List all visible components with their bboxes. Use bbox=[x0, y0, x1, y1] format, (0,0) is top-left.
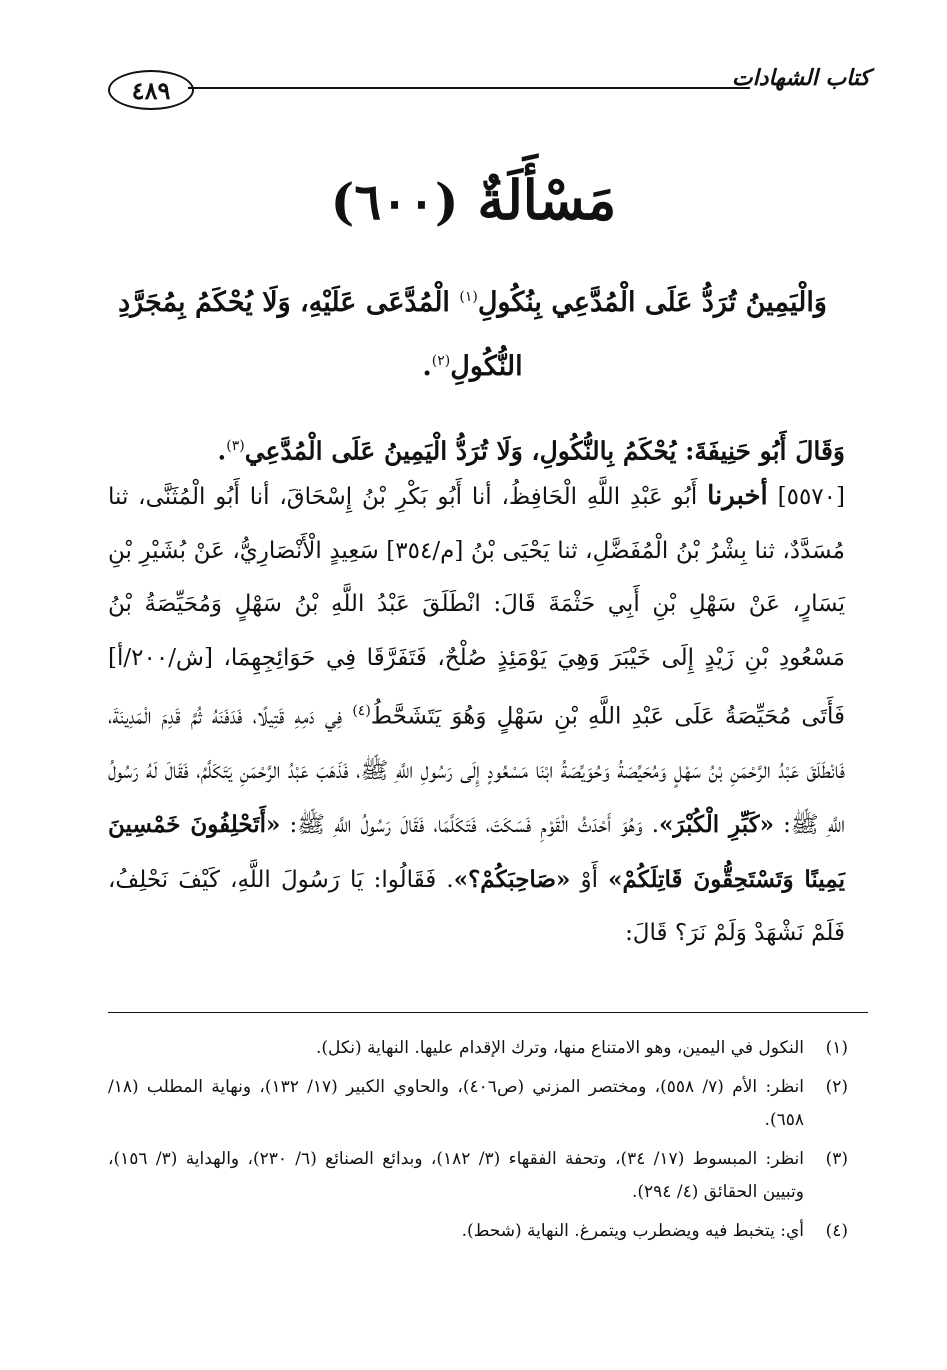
opinion-text: وَقَالَ أَبُو حَنِيفَةَ: يُحْكَمُ بِالنُّكُولِ، وَلَا تُرَدُّ الْيَمِينُ عَلَى الْمُدَّعِي bbox=[244, 436, 845, 466]
footnote-number: (٣) bbox=[825, 1149, 848, 1169]
footnote-ref-4[interactable]: (٤) bbox=[352, 703, 371, 720]
hadith-part4: أَوْ bbox=[570, 866, 609, 893]
footnote-item bbox=[108, 1071, 848, 1137]
footnotes bbox=[108, 1032, 848, 1254]
book-title: كتاب الشهادات bbox=[731, 65, 870, 91]
hadith-quote-3: «صَاحِبَكُمْ؟» bbox=[453, 865, 571, 893]
footnote-number: (١) bbox=[825, 1038, 848, 1058]
footnote-text: انظر: الأم (٧/ ٥٥٨)، ومختصر المزني (ص٤٠٦)، والحاوي الكبير (١٧/ ١٣٢)، ونهاية المطلب (١٨/ ٦٥٨). bbox=[108, 1077, 804, 1130]
hadith-part5: . فَقَالُوا: يَا رَسُولَ اللَّهِ، كَيْفَ نَحْلِفُ، فَلَمْ نَشْهَدْ وَلَمْ نَرَ؟ قَالَ: bbox=[108, 866, 845, 947]
footnote-number: (٢) bbox=[825, 1077, 848, 1097]
issue-title bbox=[0, 168, 947, 232]
issue-statement bbox=[100, 268, 845, 396]
footnote-item bbox=[108, 1143, 848, 1209]
page-number: ٤٨٩ bbox=[108, 70, 194, 110]
abu-hanifa-opinion bbox=[108, 420, 845, 477]
opinion-end: . bbox=[217, 436, 227, 466]
statement-part2: الْمُدَّعَى عَلَيْهِ، وَلَا يُحْكَمُ بِمُجَرَّدِ النُّكُولِ bbox=[118, 287, 523, 382]
footnote-item bbox=[108, 1215, 848, 1248]
footnote-text: النكول في اليمين، وهو الامتناع منها، وترك الإقدام عليها. النهاية (نكل). bbox=[315, 1038, 804, 1058]
issue-number: (٦٠٠) bbox=[330, 172, 459, 231]
hadith-text bbox=[108, 470, 845, 961]
footnote-text: أي: يتخبط فيه ويضطرب ويتمرغ. النهاية (شحط). bbox=[461, 1221, 804, 1241]
hadith-quote-1: «كَبِّرِ الْكُبْرَ» bbox=[659, 811, 774, 839]
hadith-quote-2: «أَتَحْلِفُونَ خَمْسِينَ يَمِينًا وَتَسْتَحِقُّونَ قَاتِلَكُمْ» bbox=[108, 811, 845, 893]
footnote-text: انظر: المبسوط (١٧/ ٣٤)، وتحفة الفقهاء (٣/ ١٨٢)، وبدائع الصنائع (٦/ ٢٣٠)، والهداية (٣/ ١٥٦)، وتبيين الحقائق (٤/ ٢٩٤). bbox=[108, 1149, 805, 1202]
issue-label: مَسْأَلَةٌ bbox=[477, 168, 617, 232]
footnote-number: (٤) bbox=[825, 1221, 848, 1241]
footnote-divider bbox=[108, 1012, 868, 1013]
statement-part1: وَالْيَمِينُ تُرَدُّ عَلَى الْمُدَّعِي بِنُكُولِ bbox=[477, 287, 827, 318]
hadith-part2: فِي دَمِهِ قَتِيلًا، فَدَفَنَهُ ثُمَّ قَدِمَ الْمَدِينَةَ، فَانْطَلَقَ عَبْدُ الرَّحْمَنِ بْنُ سَهْلٍ وَمُحَيِّصَةُ وَحُوَيِّصَةُ ابْنَا مَسْعُودٍ إِلَى رَسُولِ اللَّهِ ﷺ، فَذَهَبَ عَبْدُ الرَّحْمَنِ يَتَكَلَّمُ، فَقَالَ لَهُ رَسُولُ اللَّهِ ﷺ: bbox=[108, 704, 845, 839]
statement-end: . bbox=[422, 351, 432, 382]
footnote-ref-2[interactable]: (٢) bbox=[431, 353, 451, 369]
hadith-akhbarana: أخبرنا bbox=[707, 481, 768, 511]
hadith-part1: أَبُو عَبْدِ اللَّهِ الْحَافِظُ، أنا أَبُو بَكْرِ بْنُ إِسْحَاقَ، أنا أَبُو الْمُثَنَّى، ثنا مُسَدَّدٌ، ثنا بِشْرُ بْنُ الْمُفَضَّلِ، ثنا يَحْيَى بْنُ [م/٣٥٤] سَعِيدٍ الْأَنْصَارِيُّ، عَنْ بُشَيْرِ بْنِ يَسَارٍ، عَنْ سَهْلِ بْنِ أَبِي حَثْمَةَ قَالَ: انْطَلَقَ عَبْدُ اللَّهِ بْنُ سَهْلٍ وَمُحَيِّصَةُ بْنُ مَسْعُودِ بْنِ زَيْدٍ إِلَى خَيْبَرَ وَهِيَ يَوْمَئِذٍ صُلْحٌ، فَتَفَرَّقَا فِي حَوَائِجِهِمَا، [ش/٢٠٠/أ] فَأَتَى مُحَيِّصَةُ عَلَى عَبْدِ اللَّهِ بْنِ سَهْلٍ وَهُوَ يَتَشَحَّطُ bbox=[108, 484, 845, 731]
header-rule bbox=[188, 87, 750, 89]
page-header bbox=[108, 60, 870, 120]
footnote-item bbox=[108, 1032, 848, 1065]
footnote-ref-3[interactable]: (٣) bbox=[226, 438, 245, 454]
hadith-part3: . وَهُوَ أَحْدَثُ الْقَوْمِ فَسَكَتَ، فَتَكَلَّمَا، فَقَالَ رَسُولُ اللَّهِ ﷺ: bbox=[280, 812, 660, 839]
hadith-number: [٥٥٧٠] bbox=[777, 484, 845, 510]
footnote-ref-1[interactable]: (١) bbox=[459, 289, 478, 305]
